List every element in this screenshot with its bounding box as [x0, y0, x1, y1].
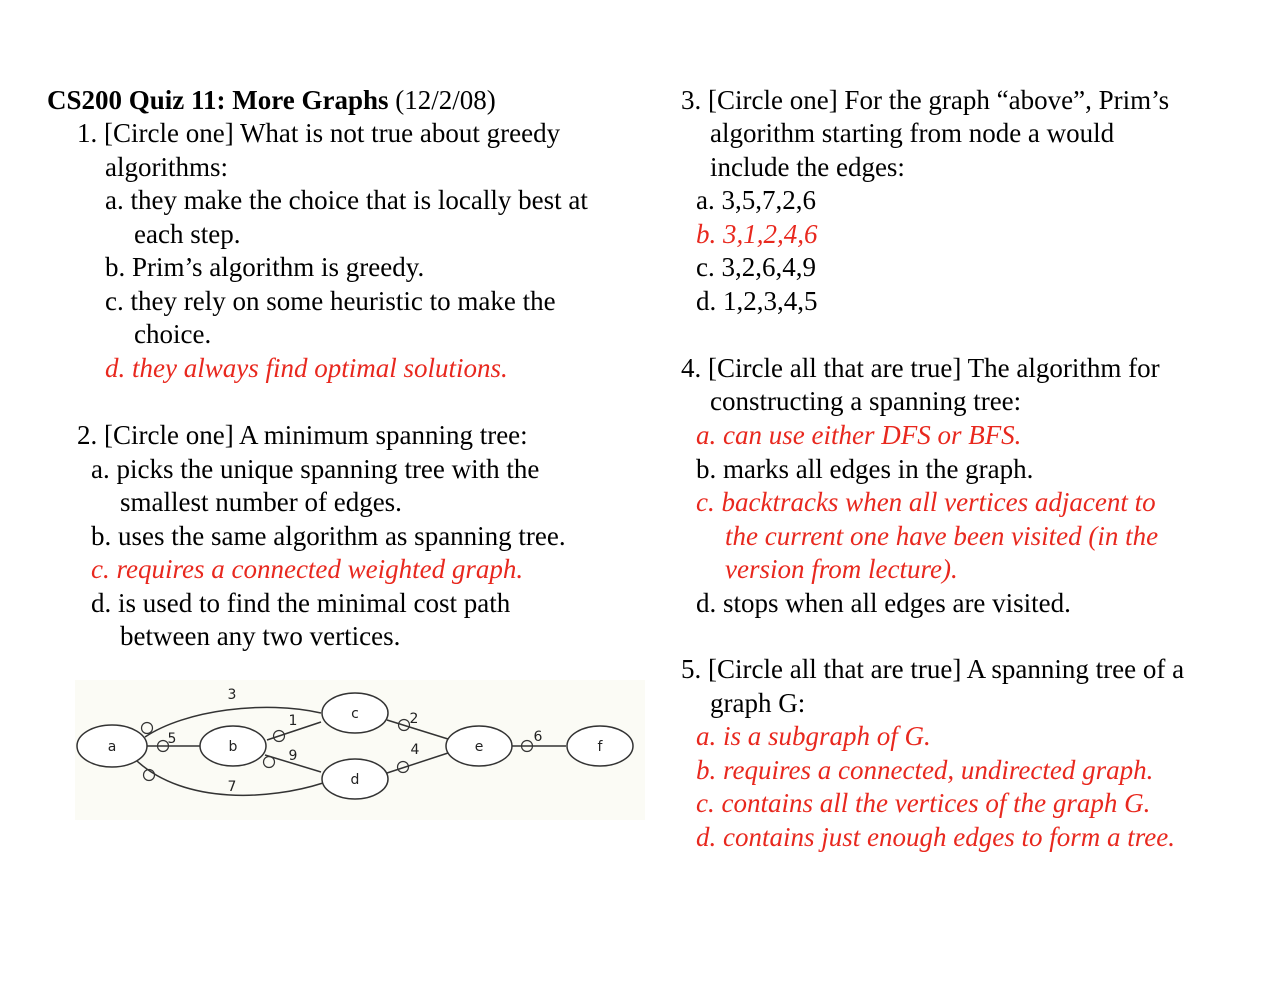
q3-stem-line2: algorithm starting from node a would: [710, 118, 1115, 148]
edge-weight-b-c: 1: [288, 713, 298, 729]
q3-option-d[interactable]: d. 1,2,3,4,5: [696, 286, 818, 316]
q3-stem-line1: 3. [Circle one] For the graph “above”, Prim’s: [681, 85, 1170, 115]
q3-stem-line3: include the edges:: [710, 152, 905, 182]
node-label-a: a: [107, 739, 117, 755]
q3-option-b-answer[interactable]: b. 3,1,2,4,6: [696, 219, 818, 249]
q1-stem-line1: 1. [Circle one] What is not true about greedy: [77, 118, 561, 148]
q1-option-a-line2: each step.: [134, 219, 241, 249]
node-label-e: e: [474, 739, 484, 755]
q5-stem-line2: graph G:: [710, 688, 806, 718]
edge-weight-a-d: 7: [227, 779, 237, 795]
q4-option-c-answer-line1[interactable]: c. backtracks when all vertices adjacent to: [696, 487, 1156, 517]
q4-stem-line2: constructing a spanning tree:: [710, 386, 1022, 416]
q4-option-d[interactable]: d. stops when all edges are visited.: [696, 588, 1071, 618]
q4-option-c-answer-line2: the current one have been visited (in the: [725, 521, 1159, 551]
node-label-d: d: [350, 772, 360, 788]
edge-weight-d-e: 4: [410, 742, 420, 758]
node-label-c: c: [351, 706, 359, 722]
edge-weight-c-e: 2: [409, 711, 419, 727]
q2-stem: 2. [Circle one] A minimum spanning tree:: [77, 420, 528, 450]
edge-weight-b-d: 9: [288, 748, 298, 764]
q4-stem-line1: 4. [Circle all that are true] The algorithm for: [681, 353, 1160, 383]
edge-weight-a-c: 3: [227, 687, 237, 703]
q5-option-d-answer[interactable]: d. contains just enough edges to form a tree.: [696, 822, 1175, 852]
q5-option-b-answer[interactable]: b. requires a connected, undirected graph.: [696, 755, 1154, 785]
q2-option-d-line1[interactable]: d. is used to find the minimal cost path: [91, 588, 511, 618]
q5-stem-line1: 5. [Circle all that are true] A spanning tree of a: [681, 654, 1185, 684]
title-course: CS200 Quiz 11: More Graphs: [47, 85, 389, 115]
edge-weight-a-b: 5: [167, 731, 177, 747]
node-label-f: f: [597, 739, 603, 755]
q5-option-c-answer[interactable]: c. contains all the vertices of the graph G.: [696, 788, 1151, 818]
edge-weight-e-f: 6: [533, 729, 543, 745]
q1-stem-line2: algorithms:: [105, 152, 228, 182]
page-title: [47, 84, 496, 117]
graph-figure: [75, 680, 645, 820]
q2-option-d-line2: between any two vertices.: [120, 621, 401, 651]
q3-option-c[interactable]: c. 3,2,6,4,9: [696, 252, 816, 282]
q2-option-a-line2: smallest number of edges.: [120, 487, 402, 517]
q2-option-a-line1[interactable]: a. picks the unique spanning tree with the: [91, 454, 540, 484]
q4-option-c-answer-line3: version from lecture).: [725, 554, 958, 584]
title-date: (12/2/08): [395, 85, 496, 115]
q1-option-c-line2: choice.: [134, 319, 212, 349]
q2-option-c-answer[interactable]: c. requires a connected weighted graph.: [91, 554, 524, 584]
q4-option-b[interactable]: b. marks all edges in the graph.: [696, 454, 1034, 484]
q4-option-a-answer[interactable]: a. can use either DFS or BFS.: [696, 420, 1022, 450]
q1-option-c-line1[interactable]: c. they rely on some heuristic to make the: [105, 286, 556, 316]
q1-option-d-answer[interactable]: d. they always find optimal solutions.: [105, 353, 508, 383]
q1-option-a-line1[interactable]: a. they make the choice that is locally best at: [105, 185, 588, 215]
q3-option-a[interactable]: a. 3,5,7,2,6: [696, 185, 816, 215]
q2-option-b[interactable]: b. uses the same algorithm as spanning tree.: [91, 521, 566, 551]
q1-option-b[interactable]: b. Prim’s algorithm is greedy.: [105, 252, 425, 282]
node-label-b: b: [228, 739, 238, 755]
q5-option-a-answer[interactable]: a. is a subgraph of G.: [696, 721, 931, 751]
